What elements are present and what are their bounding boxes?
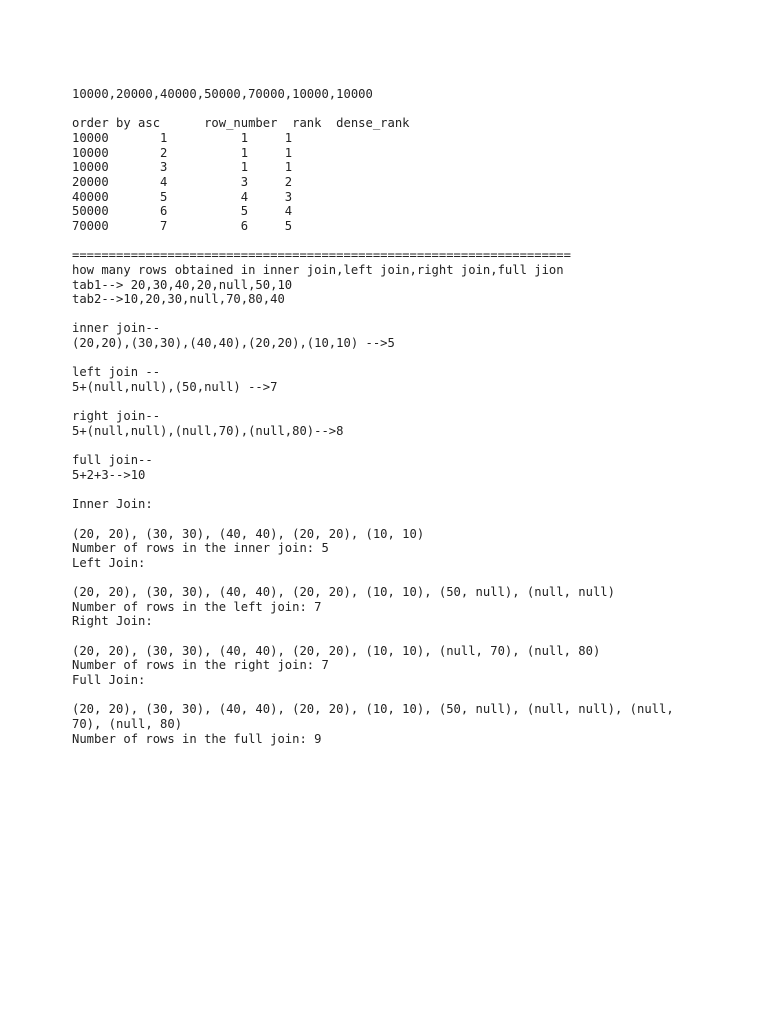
- tab1-values: tab1--> 20,30,40,20,null,50,10: [72, 277, 293, 292]
- ranking-table-row: 50000 6 5 4: [72, 204, 293, 219]
- blank-line: [72, 571, 712, 586]
- right-join-count: Number of rows in the right join: 7: [72, 658, 329, 673]
- full-join-heading: full join--: [72, 453, 153, 468]
- blank-line: [72, 307, 712, 322]
- right-join-section-title: Right Join:: [72, 614, 153, 629]
- tab2-values: tab2-->10,20,30,null,70,80,40: [72, 292, 285, 307]
- inner-join-heading: inner join--: [72, 321, 161, 336]
- inner-join-pairs: (20, 20), (30, 30), (40, 40), (20, 20), (10, 10): [72, 526, 425, 541]
- ranking-table-row: 70000 7 6 5: [72, 218, 293, 233]
- left-join-result: 5+(null,null),(50,null) -->7: [72, 380, 278, 395]
- left-join-pairs: (20, 20), (30, 30), (40, 40), (20, 20), (10, 10), (50, null), (null, null): [72, 585, 615, 600]
- ranking-table-header: order by asc row_number rank dense_rank: [72, 116, 410, 131]
- left-join-section-title: Left Join:: [72, 555, 146, 570]
- blank-line: [72, 439, 712, 454]
- blank-line: [72, 102, 712, 117]
- separator-line: ====================================================================: [72, 248, 571, 263]
- document-body: [72, 87, 712, 746]
- ranking-table-row: 10000 1 1 1: [72, 130, 293, 145]
- ranking-table-row: 10000 3 1 1: [72, 160, 293, 175]
- blank-line: [72, 688, 712, 703]
- blank-line: [72, 351, 712, 366]
- ranking-table-row: 10000 2 1 1: [72, 145, 293, 160]
- full-join-result: 5+2+3-->10: [72, 467, 146, 482]
- ranking-table-row: 40000 5 4 3: [72, 189, 293, 204]
- inner-join-result: (20,20),(30,30),(40,40),(20,20),(10,10) -->5: [72, 336, 395, 351]
- text-line: 10000,20000,40000,50000,70000,10000,10000: [72, 87, 373, 101]
- full-join-count: Number of rows in the full join: 9: [72, 731, 322, 746]
- left-join-heading: left join --: [72, 365, 161, 380]
- right-join-pairs: (20, 20), (30, 30), (40, 40), (20, 20), (10, 10), (null, 70), (null, 80): [72, 643, 601, 658]
- blank-line: [72, 234, 712, 249]
- full-join-section-title: Full Join:: [72, 673, 146, 688]
- blank-line: [72, 483, 712, 498]
- question-line: how many rows obtained in inner join,left join,right join,full jion: [72, 262, 564, 277]
- blank-line: [72, 512, 712, 527]
- full-join-pairs-continued: 70), (null, 80): [72, 717, 183, 732]
- blank-line: [72, 395, 712, 410]
- ranking-table-row: 20000 4 3 2: [72, 174, 293, 189]
- blank-line: [72, 629, 712, 644]
- right-join-heading: right join--: [72, 409, 161, 424]
- left-join-count: Number of rows in the left join: 7: [72, 599, 322, 614]
- full-join-pairs: (20, 20), (30, 30), (40, 40), (20, 20), (10, 10), (50, null), (null, null), (null,: [72, 702, 674, 717]
- inner-join-section-title: Inner Join:: [72, 497, 153, 512]
- inner-join-count: Number of rows in the inner join: 5: [72, 541, 329, 556]
- right-join-result: 5+(null,null),(null,70),(null,80)-->8: [72, 424, 344, 439]
